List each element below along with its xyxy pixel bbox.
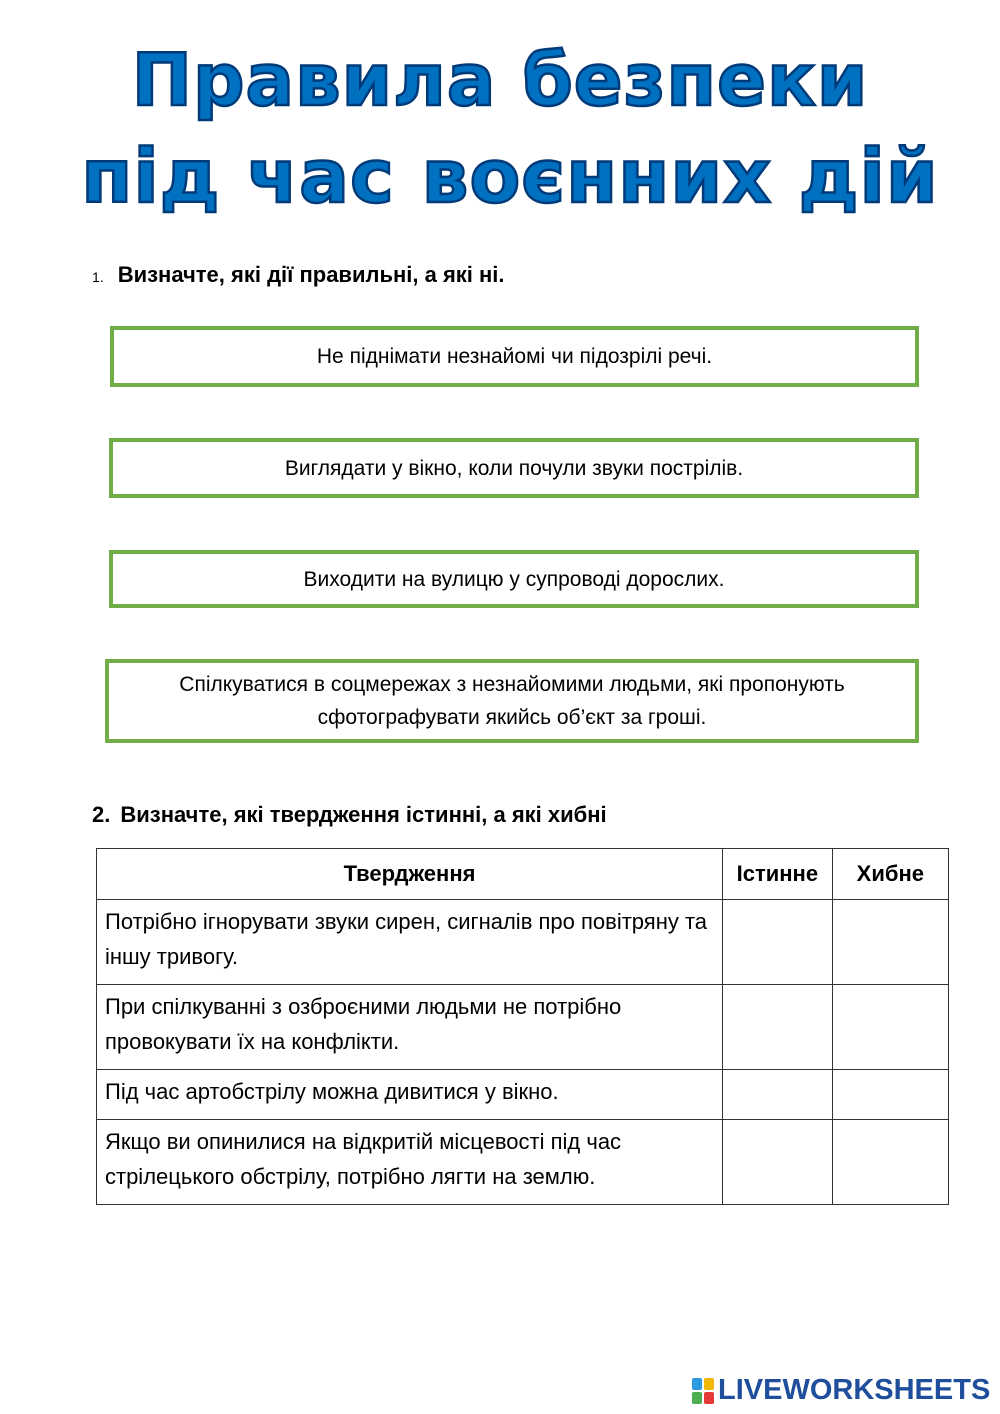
- task-2-number: 2.: [92, 802, 111, 827]
- false-answer-cell[interactable]: [832, 1070, 948, 1120]
- liveworksheets-logo-icon: [692, 1378, 714, 1404]
- action-card-text: Не піднімати незнайомі чи підозрілі речі.: [316, 345, 713, 368]
- action-card-3[interactable]: [109, 550, 919, 608]
- task-1-number: 1.: [92, 269, 104, 285]
- table-row: [97, 1070, 949, 1120]
- page-title-line-2: під час воєнних дій: [81, 134, 939, 220]
- true-answer-cell[interactable]: [723, 1070, 833, 1120]
- false-answer-cell[interactable]: [832, 900, 948, 985]
- task-2-text: Визначте, які твердження істинні, а які хибні: [120, 802, 607, 827]
- action-card-text: Спілкуватися в соцмережах з незнайомими людьми, які пропонують сфотографувати якийсь об’єкт за гроші.: [179, 673, 845, 729]
- statement-cell: Якщо ви опинилися на відкритій місцевості під час стрілецького обстрілу, потрібно лягти на землю.: [97, 1120, 723, 1205]
- table-row: [97, 900, 949, 985]
- statement-cell: Потрібно ігнорувати звуки сирен, сигналів про повітряну та іншу тривогу.: [97, 900, 723, 985]
- task-1-text: Визначте, які дії правильні, а які ні.: [117, 262, 505, 287]
- liveworksheets-logo: [692, 1374, 990, 1407]
- logo-text: LIVEWORKSHEETS: [718, 1374, 991, 1406]
- action-card-text: Виходити на вулицю у супроводі дорослих.: [303, 567, 725, 591]
- task-1-heading: [92, 262, 505, 288]
- true-answer-cell[interactable]: [723, 985, 833, 1070]
- table-row: [97, 1120, 949, 1205]
- column-header-true: Істинне: [723, 849, 833, 900]
- task-2-heading: [92, 802, 607, 828]
- true-answer-cell[interactable]: [723, 1120, 833, 1205]
- action-card-1[interactable]: [110, 326, 919, 387]
- table-row: [97, 985, 949, 1070]
- action-card-2[interactable]: [109, 438, 919, 498]
- action-card-4[interactable]: [105, 659, 919, 743]
- statements-table: [96, 848, 949, 1205]
- action-card-text: Виглядати у вікно, коли почули звуки пострілів.: [284, 456, 744, 480]
- false-answer-cell[interactable]: [832, 985, 948, 1070]
- true-answer-cell[interactable]: [723, 900, 833, 985]
- column-header-statement: Твердження: [97, 849, 723, 900]
- false-answer-cell[interactable]: [832, 1120, 948, 1205]
- statement-cell: Під час артобстрілу можна дивитися у вікно.: [97, 1070, 723, 1120]
- statement-cell: При спілкуванні з озброєними людьми не потрібно провокувати їх на конфлікти.: [97, 985, 723, 1070]
- table-header-row: [97, 849, 949, 900]
- column-header-false: Хибне: [832, 849, 948, 900]
- page-title-line-1: Правила безпеки: [131, 38, 869, 122]
